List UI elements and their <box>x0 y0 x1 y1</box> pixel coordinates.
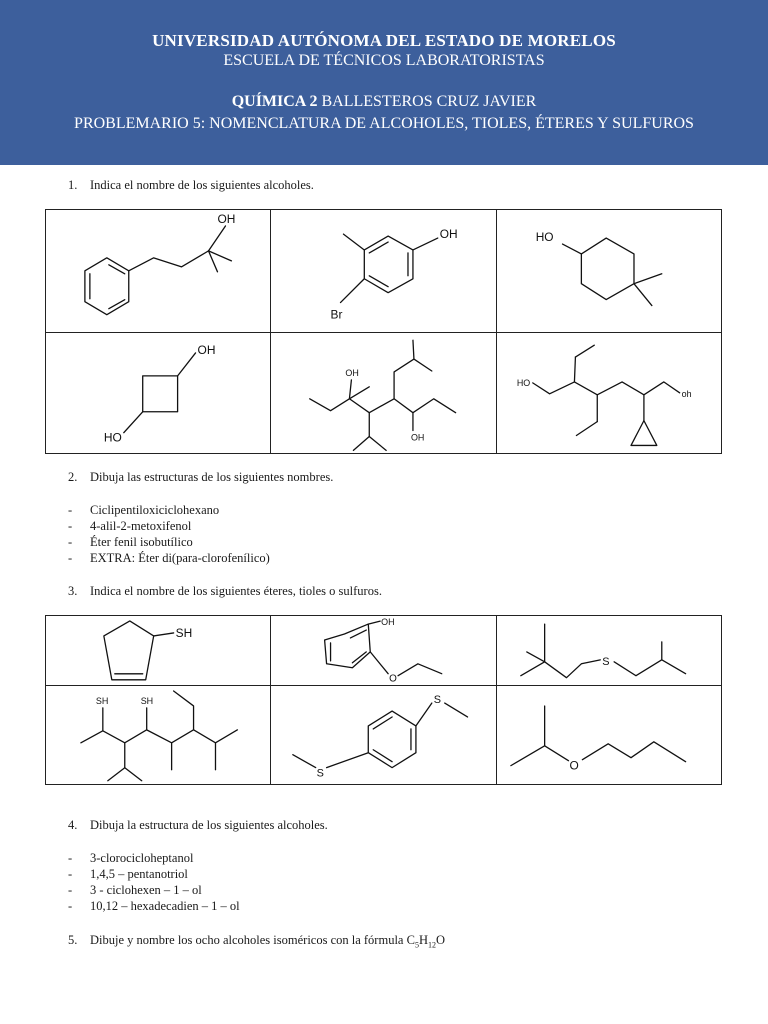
br-label: Br <box>330 307 343 322</box>
oh-label: OH <box>217 211 236 226</box>
sh-label: SH <box>175 625 193 640</box>
ho-label: HO <box>103 430 122 445</box>
cyclobutane-diol-structure <box>46 333 270 454</box>
question-2 <box>68 470 333 485</box>
diisobutyl-sulfide-structure <box>497 616 721 685</box>
question-text: Indica el nombre de los siguientes éteres, tioles o sulfuros. <box>90 584 382 598</box>
list-item: - 1,4,5 – pentanotriol <box>68 867 188 881</box>
branched-dithiol-structure <box>46 686 270 785</box>
ho-label: HO <box>535 230 554 245</box>
university-name: UNIVERSIDAD AUTÓNOMA DEL ESTADO DE MORELOS <box>152 31 616 50</box>
structure-cell <box>496 616 721 686</box>
structure-cell <box>496 210 721 333</box>
list-item: - 3-clorocicloheptanol <box>68 851 194 865</box>
structure-cell <box>271 332 496 454</box>
o-label: O <box>389 673 398 685</box>
question-number: 2. <box>68 470 78 484</box>
question-text: Dibuje y nombre los ocho alcoholes isoméricos con la fórmula $C_5H_{12}O$ <box>90 933 445 950</box>
school-name: ESCUELA DE TÉCNICOS LABORATORISTAS <box>223 52 545 69</box>
question-text: Indica el nombre de los siguientes alcoholes. <box>90 178 314 192</box>
document-header <box>0 0 768 165</box>
ho-label: HO <box>516 377 530 388</box>
question-text: Dibuja la estructura de los siguientes alcoholes. <box>90 818 328 832</box>
benzene-chain-alcohol-structure <box>46 210 270 332</box>
list-item: - 10,12 – hexadecadien – 1 – ol <box>68 899 240 913</box>
o-label: O <box>569 758 579 773</box>
cyclopentene-thiol-structure <box>46 616 270 685</box>
cyclopropyl-diol-structure <box>497 333 721 454</box>
structure-cell <box>271 685 496 785</box>
oh-label: oh <box>681 388 692 399</box>
question-4 <box>68 818 328 833</box>
ethoxy-phenol-structure <box>271 616 495 685</box>
oh-label: OH <box>440 227 458 242</box>
structure-cell <box>46 616 271 686</box>
question-3 <box>68 584 382 599</box>
names-list-4 <box>68 850 240 914</box>
list-item: - 3 - ciclohexen – 1 – ol <box>68 883 202 897</box>
question-5 <box>68 933 445 950</box>
question-number: 5. <box>68 933 78 947</box>
structure-cell <box>46 332 271 454</box>
ether-thiol-structures-table <box>45 615 722 785</box>
question-text: Dibuja las estructuras de los siguientes nombres. <box>90 470 334 484</box>
bis-methylthio-benzene-structure <box>271 686 495 785</box>
oh-label: OH <box>197 342 216 357</box>
branched-diol-structure <box>271 333 495 454</box>
alcohol-structures-table <box>45 209 722 454</box>
question-number: 1. <box>68 178 78 192</box>
sh-label: SH <box>95 695 109 706</box>
structure-cell <box>46 210 271 333</box>
names-list-2 <box>68 502 270 566</box>
bromo-methyl-phenol-structure <box>271 210 495 332</box>
dimethyl-cyclohexanol-structure <box>497 210 721 332</box>
list-item: - EXTRA: Éter di(para-clorofenílico) <box>68 551 270 565</box>
question-number: 4. <box>68 818 78 832</box>
structure-cell <box>271 210 496 333</box>
structure-cell <box>271 616 496 686</box>
s-label: S <box>316 767 325 780</box>
structure-cell <box>496 332 721 454</box>
structure-cell <box>46 685 271 785</box>
sh-label: SH <box>140 695 154 706</box>
course-line <box>0 93 768 111</box>
s-label: S <box>601 655 610 668</box>
list-item: - Éter fenil isobutílico <box>68 535 193 549</box>
author-name: BALLESTEROS CRUZ JAVIER <box>321 93 537 110</box>
course-name: QUÍMICA 2 <box>231 93 318 110</box>
question-1 <box>68 178 314 193</box>
problem-set-title: PROBLEMARIO 5: NOMENCLATURA DE ALCOHOLES, TIOLES, ÉTERES Y SULFUROS <box>74 115 694 132</box>
s-label: S <box>434 693 442 706</box>
oh-label: OH <box>345 367 360 378</box>
isopropyl-butyl-ether-structure <box>497 686 721 785</box>
list-item: - 4-alil-2-metoxifenol <box>68 519 192 533</box>
structure-cell <box>496 685 721 785</box>
oh-label: OH <box>381 617 395 628</box>
oh-label: OH <box>411 432 425 443</box>
list-item: - Ciclipentiloxiciclohexano <box>68 503 220 517</box>
question-number: 3. <box>68 584 78 598</box>
